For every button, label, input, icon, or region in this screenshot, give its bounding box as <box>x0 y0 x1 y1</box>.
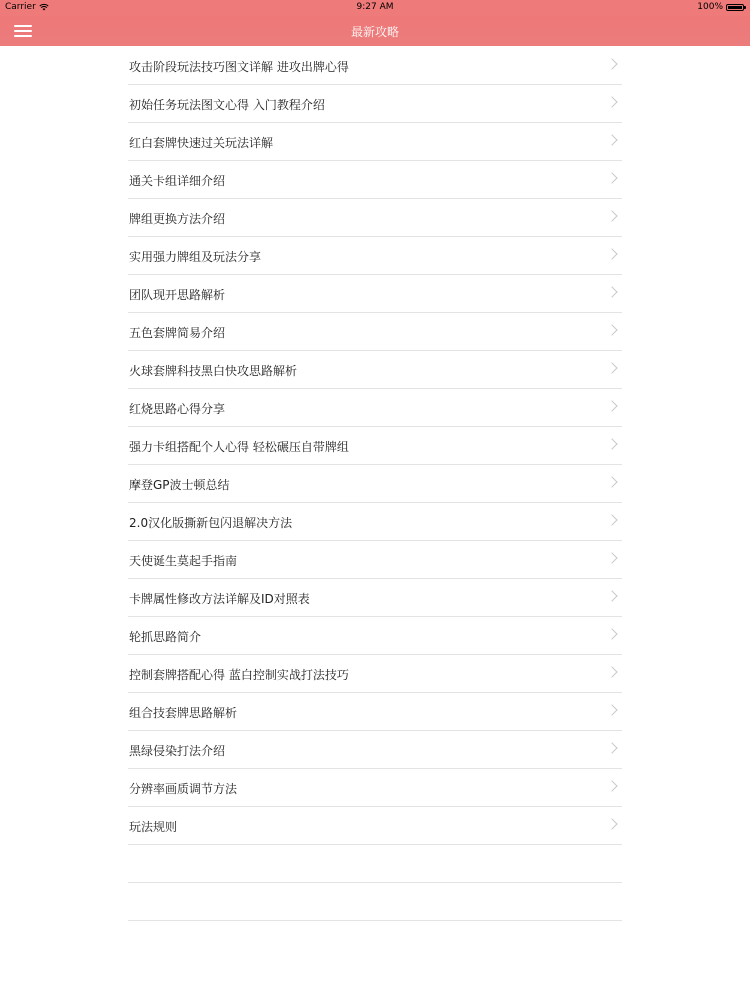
chevron-right-icon <box>606 476 617 487</box>
list-item[interactable] <box>128 693 622 731</box>
status-time: 9:27 AM <box>356 2 394 12</box>
chevron-right-icon <box>606 552 617 563</box>
empty-row <box>128 883 622 921</box>
article-title: 初始任务玩法图文心得 入门教程介绍 <box>129 98 325 112</box>
article-title: 牌组更换方法介绍 <box>129 212 226 226</box>
article-title: 玩法规则 <box>129 820 178 834</box>
chevron-right-icon <box>606 704 617 715</box>
list-item[interactable] <box>128 427 622 465</box>
chevron-right-icon <box>606 362 617 373</box>
page-title: 最新攻略 <box>350 25 399 39</box>
article-title: 卡牌属性修改方法详解及ID对照表 <box>129 592 310 606</box>
list-item[interactable] <box>128 161 622 199</box>
chevron-right-icon <box>606 514 617 525</box>
list-item[interactable] <box>128 123 622 161</box>
battery-indicator <box>697 2 744 12</box>
list-item[interactable] <box>128 503 622 541</box>
article-title: 黑绿侵染打法介绍 <box>129 744 226 758</box>
chevron-right-icon <box>606 248 617 259</box>
list-item[interactable] <box>128 617 622 655</box>
article-title: 2.0汉化版撕新包闪退解决方法 <box>129 516 293 530</box>
chevron-right-icon <box>606 742 617 753</box>
article-title: 红烧思路心得分享 <box>129 402 226 416</box>
list-item[interactable] <box>128 47 622 85</box>
list-item[interactable] <box>128 199 622 237</box>
list-item[interactable] <box>128 731 622 769</box>
list-item[interactable] <box>128 465 622 503</box>
list-item[interactable] <box>128 807 622 845</box>
list-item[interactable] <box>128 769 622 807</box>
article-title: 强力卡组搭配个人心得 轻松碾压自带牌组 <box>129 440 349 454</box>
list-item[interactable] <box>128 275 622 313</box>
chevron-right-icon <box>606 628 617 639</box>
article-title: 轮抓思路简介 <box>129 630 202 644</box>
article-list <box>128 47 622 921</box>
chevron-right-icon <box>606 210 617 221</box>
chevron-right-icon <box>606 400 617 411</box>
chevron-right-icon <box>606 172 617 183</box>
chevron-right-icon <box>606 666 617 677</box>
article-title: 五色套牌简易介绍 <box>129 326 226 340</box>
list-item[interactable] <box>128 85 622 123</box>
chevron-right-icon <box>606 286 617 297</box>
list-item[interactable] <box>128 655 622 693</box>
carrier-label: Carrier <box>5 2 36 12</box>
list-item[interactable] <box>128 237 622 275</box>
chevron-right-icon <box>606 818 617 829</box>
article-title: 实用强力牌组及玩法分享 <box>129 250 262 264</box>
article-title: 通关卡组详细介绍 <box>129 174 226 188</box>
article-title: 分辨率画质调节方法 <box>129 782 238 796</box>
article-title: 摩登GP波士顿总结 <box>129 478 230 492</box>
chevron-right-icon <box>606 134 617 145</box>
chevron-right-icon <box>606 58 617 69</box>
article-title: 天使诞生莫起手指南 <box>129 554 238 568</box>
article-title: 红白套牌快速过关玩法详解 <box>129 136 274 150</box>
article-title: 控制套牌搭配心得 蓝白控制实战打法技巧 <box>129 668 349 682</box>
list-item[interactable] <box>128 351 622 389</box>
article-title: 组合技套牌思路解析 <box>129 706 238 720</box>
article-title: 团队现开思路解析 <box>129 288 226 302</box>
list-item[interactable] <box>128 389 622 427</box>
chevron-right-icon <box>606 96 617 107</box>
battery-percent: 100% <box>697 2 723 12</box>
article-title: 攻击阶段玩法技巧图文详解 进攻出牌心得 <box>129 60 349 74</box>
navigation-bar <box>0 16 750 46</box>
chevron-right-icon <box>606 438 617 449</box>
battery-icon <box>726 4 744 11</box>
list-item[interactable] <box>128 579 622 617</box>
empty-row <box>128 845 622 883</box>
list-item[interactable] <box>128 313 622 351</box>
chevron-right-icon <box>606 324 617 335</box>
article-title: 火球套牌科技黑白快攻思路解析 <box>129 364 298 378</box>
chevron-right-icon <box>606 590 617 601</box>
chevron-right-icon <box>606 780 617 791</box>
list-item[interactable] <box>128 541 622 579</box>
status-bar <box>0 0 750 16</box>
